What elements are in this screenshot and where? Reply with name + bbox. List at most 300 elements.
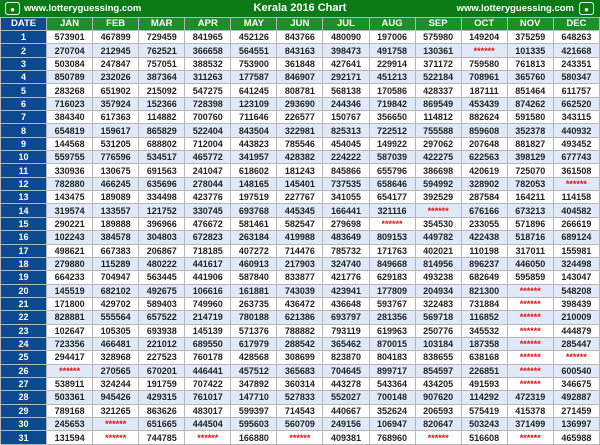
result-cell: 744785 [139, 431, 185, 445]
result-cell: 843766 [277, 31, 323, 44]
result-cell: 780188 [231, 311, 277, 324]
result-cell: 466245 [93, 177, 139, 190]
result-cell: 728398 [185, 97, 231, 110]
result-cell: 328968 [93, 351, 139, 364]
table-row [1, 231, 600, 244]
result-cell: 563445 [139, 271, 185, 284]
result-cell: 492675 [139, 284, 185, 297]
result-cell: 233055 [461, 217, 507, 230]
result-cell: ****** [93, 417, 139, 430]
result-cell: 155981 [553, 244, 599, 257]
result-cell: 672823 [185, 231, 231, 244]
result-cell: 217903 [277, 257, 323, 270]
result-cell: 206867 [139, 244, 185, 257]
table-row [1, 204, 600, 217]
table-row [1, 111, 600, 124]
table-row [1, 137, 600, 150]
result-cell: 245653 [47, 417, 93, 430]
result-cell: 503243 [461, 417, 507, 430]
result-cell: 398473 [323, 44, 369, 57]
result-cell: 402021 [415, 244, 461, 257]
result-cell: 436472 [277, 297, 323, 310]
result-cell: 440667 [323, 404, 369, 417]
result-cell: 317011 [507, 244, 553, 257]
result-cell: 428337 [415, 84, 461, 97]
result-cell: 654819 [47, 124, 93, 137]
result-cell: 278044 [185, 177, 231, 190]
result-cell: 130675 [93, 164, 139, 177]
result-cell: 159617 [93, 124, 139, 137]
result-cell: 105305 [93, 324, 139, 337]
month-header-may: MAY [231, 18, 277, 31]
result-cell: 851464 [507, 84, 553, 97]
result-cell: 714543 [277, 404, 323, 417]
result-cell: 618602 [231, 164, 277, 177]
result-cell: ****** [507, 284, 553, 297]
result-cell: 388532 [185, 57, 231, 70]
result-cell: 825313 [323, 124, 369, 137]
result-cell: 319574 [47, 204, 93, 217]
result-cell: 677743 [553, 151, 599, 164]
result-cell: 782053 [507, 177, 553, 190]
result-cell: 232026 [93, 71, 139, 84]
result-cell: 443278 [323, 377, 369, 390]
table-row [1, 417, 600, 430]
result-cell: 457512 [231, 364, 277, 377]
result-cell: 114812 [415, 111, 461, 124]
result-cell: 760178 [185, 351, 231, 364]
result-cell: 716023 [47, 97, 93, 110]
result-cell: 324498 [553, 257, 599, 270]
result-cell: 434205 [415, 377, 461, 390]
result-cell: 322981 [277, 124, 323, 137]
result-cell: 587840 [231, 271, 277, 284]
result-cell: 263735 [231, 297, 277, 310]
month-header-dec: DEC [553, 18, 599, 31]
result-cell: 145401 [277, 177, 323, 190]
month-header-row [1, 18, 600, 31]
result-cell: 814956 [415, 257, 461, 270]
result-cell: 725070 [507, 164, 553, 177]
table-row [1, 124, 600, 137]
table-row [1, 257, 600, 270]
result-cell: 270704 [47, 44, 93, 57]
result-cell: 392529 [415, 191, 461, 204]
result-cell: 386698 [415, 164, 461, 177]
table-row [1, 391, 600, 404]
site-url-left[interactable]: www.lotteryguessing.com [24, 3, 142, 14]
date-cell: 19 [1, 271, 47, 284]
result-cell: ****** [507, 377, 553, 390]
result-cell: 352378 [507, 124, 553, 137]
result-cell: 444879 [553, 324, 599, 337]
result-cell: 571896 [507, 217, 553, 230]
result-cell: 454045 [323, 137, 369, 150]
result-cell: 181243 [277, 164, 323, 177]
result-cell: 324244 [93, 377, 139, 390]
date-cell: 15 [1, 217, 47, 230]
table-row [1, 284, 600, 297]
result-cell: 114882 [139, 111, 185, 124]
result-cell: 841965 [185, 31, 231, 44]
result-cell: 768960 [369, 431, 415, 445]
result-cell: 452126 [231, 31, 277, 44]
result-cell: 491593 [461, 377, 507, 390]
result-cell: 600540 [553, 364, 599, 377]
table-row [1, 244, 600, 257]
date-cell: 6 [1, 97, 47, 110]
result-cell: 152366 [139, 97, 185, 110]
result-cell: 820647 [415, 417, 461, 430]
result-cell: 398129 [507, 151, 553, 164]
result-cell: 759580 [461, 57, 507, 70]
result-cell: 749960 [185, 297, 231, 310]
result-cell: 360314 [277, 377, 323, 390]
result-cell: 854597 [415, 364, 461, 377]
table-row [1, 431, 600, 445]
result-cell: 560709 [277, 417, 323, 430]
result-cell: 177809 [369, 284, 415, 297]
result-cell: 522184 [415, 71, 461, 84]
result-cell: 148165 [231, 177, 277, 190]
result-cell: ****** [369, 217, 415, 230]
result-cell: 150767 [323, 111, 369, 124]
result-cell: 571376 [231, 324, 277, 337]
month-header-jul: JUL [323, 18, 369, 31]
result-cell: 398439 [553, 297, 599, 310]
result-cell: 347892 [231, 377, 277, 390]
result-cell: 682649 [461, 271, 507, 284]
result-cell: 723356 [47, 337, 93, 350]
result-cell: 429702 [93, 297, 139, 310]
result-cell: 290221 [47, 217, 93, 230]
result-cell: 483017 [185, 404, 231, 417]
result-cell: 288542 [277, 337, 323, 350]
result-cell: 443823 [231, 137, 277, 150]
result-cell: 881827 [507, 137, 553, 150]
result-cell: 204934 [415, 284, 461, 297]
table-row [1, 151, 600, 164]
result-cell: 102243 [47, 231, 93, 244]
result-cell: 838655 [415, 351, 461, 364]
result-cell: 422275 [415, 151, 461, 164]
result-cell: 465772 [185, 151, 231, 164]
result-cell: 712004 [185, 137, 231, 150]
result-cell: 427641 [323, 57, 369, 70]
result-cell: 595859 [507, 271, 553, 284]
result-cell: 244346 [323, 97, 369, 110]
table-row [1, 217, 600, 230]
table-row [1, 71, 600, 84]
table-row [1, 351, 600, 364]
result-cell: 143475 [47, 191, 93, 204]
result-cell: 421776 [323, 271, 369, 284]
table-row [1, 404, 600, 417]
date-cell: 3 [1, 57, 47, 70]
result-cell: 143047 [553, 271, 599, 284]
result-cell: 356650 [369, 111, 415, 124]
result-cell: 788882 [277, 324, 323, 337]
result-cell: 429315 [139, 391, 185, 404]
result-cell: 419988 [277, 231, 323, 244]
result-cell: 682102 [93, 284, 139, 297]
result-cell: 116852 [461, 311, 507, 324]
result-cell: 527833 [277, 391, 323, 404]
table-row [1, 364, 600, 377]
result-cell: 707422 [185, 377, 231, 390]
result-cell: 123109 [231, 97, 277, 110]
result-cell: 555564 [93, 311, 139, 324]
table-row [1, 57, 600, 70]
result-cell: 761017 [185, 391, 231, 404]
result-cell: 330936 [47, 164, 93, 177]
result-cell: 114158 [553, 191, 599, 204]
date-cell: 22 [1, 311, 47, 324]
month-header-sep: SEP [415, 18, 461, 31]
result-cell: 354530 [415, 217, 461, 230]
result-cell: 833877 [277, 271, 323, 284]
result-cell: 423941 [323, 284, 369, 297]
result-cell: 334498 [139, 191, 185, 204]
result-cell: ****** [277, 431, 323, 445]
result-cell: 843163 [277, 44, 323, 57]
table-row [1, 271, 600, 284]
result-cell: 249156 [323, 417, 369, 430]
result-cell: 445345 [277, 204, 323, 217]
site-url-right[interactable]: www.lotteryguessing.com [456, 3, 574, 14]
result-cell: 582547 [277, 217, 323, 230]
result-cell: 171800 [47, 297, 93, 310]
result-cell: 361848 [277, 57, 323, 70]
month-header-apr: APR [185, 18, 231, 31]
result-cell: 657522 [139, 311, 185, 324]
result-cell: 415378 [507, 404, 553, 417]
month-header-nov: NOV [507, 18, 553, 31]
result-cell: 206593 [415, 404, 461, 417]
result-cell: 328902 [461, 177, 507, 190]
result-cell: 346675 [553, 377, 599, 390]
result-cell: 708961 [461, 71, 507, 84]
result-cell: 575980 [415, 31, 461, 44]
result-cell: 144568 [47, 137, 93, 150]
result-cell: ****** [415, 431, 461, 445]
result-cell: 575419 [461, 404, 507, 417]
result-cell: 622563 [461, 151, 507, 164]
result-cell: 226851 [461, 364, 507, 377]
table-row [1, 84, 600, 97]
result-cell: 492887 [553, 391, 599, 404]
result-cell: 704645 [323, 364, 369, 377]
result-cell: 421668 [553, 44, 599, 57]
result-cell: 227767 [277, 191, 323, 204]
result-cell: 737535 [323, 177, 369, 190]
result-cell: 809153 [369, 231, 415, 244]
date-cell: 17 [1, 244, 47, 257]
result-cell: 177587 [231, 71, 277, 84]
result-cell: 250776 [415, 324, 461, 337]
result-cell: 559755 [47, 151, 93, 164]
result-cell: 843504 [231, 124, 277, 137]
result-cell: 229914 [369, 57, 415, 70]
result-cell: 270565 [93, 364, 139, 377]
result-cell: 423776 [185, 191, 231, 204]
date-cell: 29 [1, 404, 47, 417]
result-cell: ****** [415, 204, 461, 217]
result-cell: 420619 [461, 164, 507, 177]
result-cell: 704947 [93, 271, 139, 284]
result-cell: 103184 [415, 337, 461, 350]
result-cell: 422438 [461, 231, 507, 244]
result-cell: 341957 [231, 151, 277, 164]
result-cell: 375259 [507, 31, 553, 44]
result-cell: 743039 [277, 284, 323, 297]
result-cell: 197519 [231, 191, 277, 204]
result-cell: 648263 [553, 31, 599, 44]
result-cell: 845866 [323, 164, 369, 177]
result-cell: 591580 [507, 111, 553, 124]
result-cell: 711646 [231, 111, 277, 124]
result-cell: 106947 [369, 417, 415, 430]
result-cell: 693938 [139, 324, 185, 337]
result-cell: 870015 [369, 337, 415, 350]
result-cell: 297062 [415, 137, 461, 150]
date-cell: 8 [1, 124, 47, 137]
result-cell: 757051 [139, 57, 185, 70]
result-cell: 522404 [185, 124, 231, 137]
result-cell: 534517 [139, 151, 185, 164]
results-body [1, 31, 600, 445]
result-cell: 227523 [139, 351, 185, 364]
result-cell: 266619 [553, 217, 599, 230]
result-cell: 136997 [553, 417, 599, 430]
date-cell: 4 [1, 71, 47, 84]
month-header-mar: MAR [139, 18, 185, 31]
result-cell: 130361 [415, 44, 461, 57]
result-cell: 287584 [461, 191, 507, 204]
result-cell: 440932 [553, 124, 599, 137]
result-cell: 321265 [93, 404, 139, 417]
date-cell: 10 [1, 151, 47, 164]
result-cell: 808781 [277, 84, 323, 97]
result-cell: 641245 [231, 84, 277, 97]
date-cell: 16 [1, 231, 47, 244]
result-cell: ****** [507, 337, 553, 350]
result-cell: 670201 [139, 364, 185, 377]
result-cell: 304803 [139, 231, 185, 244]
result-cell: 279880 [47, 257, 93, 270]
result-cell: 480090 [323, 31, 369, 44]
result-cell: 503361 [47, 391, 93, 404]
result-cell: 785546 [277, 137, 323, 150]
result-cell: 850789 [47, 71, 93, 84]
result-cell: 594992 [415, 177, 461, 190]
lottery-logo-icon: ● [579, 2, 594, 15]
result-cell: 166880 [231, 431, 277, 445]
lottery-logo-icon: ● [5, 2, 20, 15]
result-cell: 664233 [47, 271, 93, 284]
result-cell: 466481 [93, 337, 139, 350]
table-row [1, 44, 600, 57]
result-cell: 387364 [139, 71, 185, 84]
result-cell: 617979 [231, 337, 277, 350]
result-cell: 538911 [47, 377, 93, 390]
result-cell: 785732 [323, 244, 369, 257]
result-cell: 617363 [93, 111, 139, 124]
result-cell: 483649 [323, 231, 369, 244]
result-cell: ****** [553, 351, 599, 364]
table-row [1, 97, 600, 110]
result-cell: 263184 [231, 231, 277, 244]
result-cell: 226577 [277, 111, 323, 124]
table-row [1, 337, 600, 350]
result-cell: 187111 [461, 84, 507, 97]
result-cell: 345532 [461, 324, 507, 337]
result-cell: 599397 [231, 404, 277, 417]
result-cell: ****** [461, 44, 507, 57]
result-cell: 436648 [323, 297, 369, 310]
result-cell: 882624 [461, 111, 507, 124]
result-cell: 384578 [93, 231, 139, 244]
result-cell: 330745 [185, 204, 231, 217]
result-cell: 564551 [231, 44, 277, 57]
result-cell: 247847 [93, 57, 139, 70]
result-cell: 149204 [461, 31, 507, 44]
date-cell: 25 [1, 351, 47, 364]
result-cell: 343115 [553, 111, 599, 124]
result-cell: 761813 [507, 57, 553, 70]
result-cell: 121752 [139, 204, 185, 217]
result-cell: ****** [47, 364, 93, 377]
result-cell: ****** [507, 431, 553, 445]
result-cell: 404582 [553, 204, 599, 217]
result-cell: 409381 [323, 431, 369, 445]
date-cell: 18 [1, 257, 47, 270]
result-cell: 189089 [93, 191, 139, 204]
result-cell: 658646 [369, 177, 415, 190]
result-cell: 782880 [47, 177, 93, 190]
result-cell: 793119 [323, 324, 369, 337]
result-cell: 693768 [231, 204, 277, 217]
table-row [1, 177, 600, 190]
result-cell: 823870 [323, 351, 369, 364]
result-cell: 821300 [461, 284, 507, 297]
date-cell: 23 [1, 324, 47, 337]
result-cell: 651902 [93, 84, 139, 97]
result-cell: 676166 [461, 204, 507, 217]
result-cell: 365683 [277, 364, 323, 377]
result-cell: 651665 [139, 417, 185, 430]
result-cell: 863626 [139, 404, 185, 417]
result-cell: 293690 [277, 97, 323, 110]
table-row [1, 164, 600, 177]
result-cell: ****** [507, 297, 553, 310]
result-cell: ****** [553, 177, 599, 190]
result-cell: 365462 [323, 337, 369, 350]
date-cell: 1 [1, 31, 47, 44]
table-row [1, 191, 600, 204]
result-cell: 308699 [277, 351, 323, 364]
table-row [1, 311, 600, 324]
result-cell: ****** [507, 351, 553, 364]
result-cell: 384340 [47, 111, 93, 124]
result-cell: 635696 [139, 177, 185, 190]
result-cell: 446050 [507, 257, 553, 270]
result-cell: 719842 [369, 97, 415, 110]
result-cell: 352624 [369, 404, 415, 417]
results-table [0, 17, 600, 445]
result-cell: 145139 [185, 324, 231, 337]
result-cell: 673213 [507, 204, 553, 217]
